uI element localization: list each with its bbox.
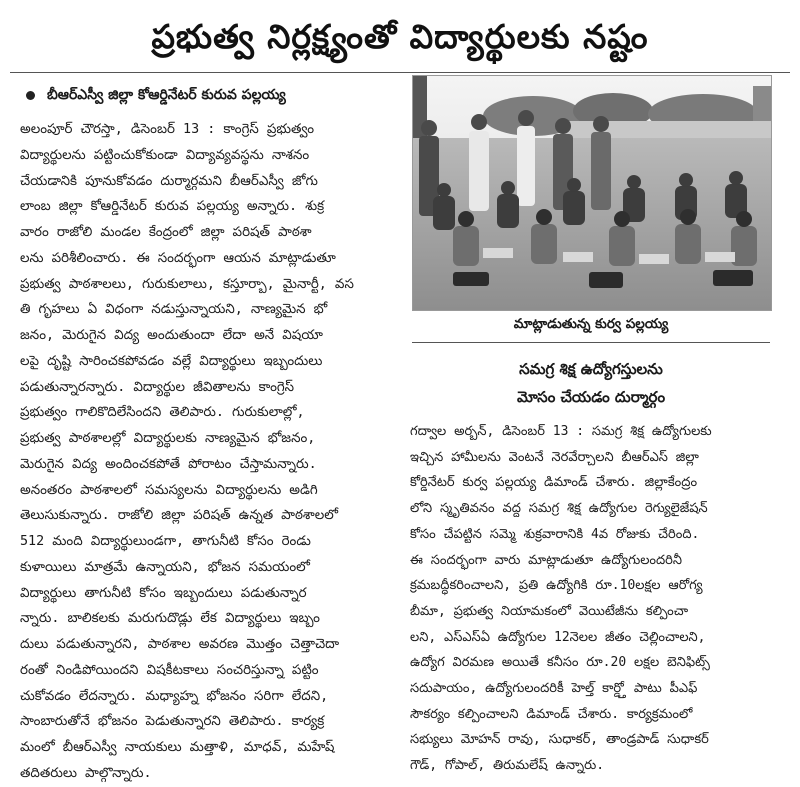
left-article-line: సాంబారుతోనే భోజనం పెడుతున్నారని తెలిపారు. కార్యక్ర xyxy=(20,714,325,730)
right-article-line: ఉద్యోగ విరమణ అయితే కనీసం రూ.20 లక్షల బెనిఫిట్స్ xyxy=(410,655,710,671)
right-article-heading-line1: సమగ్ర శిక్ష ఉద్యోగస్తులను xyxy=(519,360,663,378)
left-article-line: న్నారు. బాలికలకు మరుగుదొడ్లు లేక విద్యార్థులు ఇబ్బం xyxy=(20,611,320,627)
left-article-line: పడుతున్నారన్నారు. విద్యార్థుల జీవితాలను కాంగ్రెస్ xyxy=(20,379,295,395)
left-article-body xyxy=(20,117,402,787)
bullet-icon xyxy=(26,91,35,100)
headline: ప్రభుత్వ నిర్లక్ష్యంతో విద్యార్థులకు నష్టం xyxy=(151,17,649,56)
left-article-line: లాంబ జిల్లా కోఆర్డినేటర్ కురువ పల్లయ్య అన్నారు. శుక్ర xyxy=(20,199,325,215)
right-article-line: కోసం చేపట్టిన సమ్మె శుక్రవారానికి 4వ రోజుకు చేరింది. xyxy=(410,526,700,542)
photo-image xyxy=(413,76,771,310)
right-article-line: సౌకర్యం కల్పించాలని డిమాండ్ చేశారు. కార్యక్రమంలో xyxy=(410,706,693,722)
right-article-line: గద్వాల అర్బన్, డిసెంబర్ 13 : సమగ్ర శిక్ష ఉద్యోగులకు xyxy=(410,424,712,439)
right-article-line: సదుపాయం, ఉద్యోగులందరికీ హెల్త్ కార్డ్తో పాటు పీఎఫ్ xyxy=(410,681,698,697)
left-article-line: తి గృహలు ఏ విధంగా నడుస్తున్నాయని, నాణ్యమైన భో xyxy=(20,302,328,318)
left-article-line: మెరుగైన విద్య అందించకపోతే పోరాటం చేస్తామన్నారు. xyxy=(20,456,317,472)
left-article-line: విద్యార్థులను పట్టించుకోకుండా విద్యావ్యవస్థను నాశనం xyxy=(20,147,310,163)
right-article-line: లోని స్మృతివనం వద్ద సమగ్ర శిక్ష ఉద్యోగుల రెగ్యులైజేషన్ xyxy=(410,501,708,517)
left-article-line: మంలో బీఆర్ఎస్వీ నాయకులు మత్తాళి, మాధవ్, మహేష్ xyxy=(20,740,335,755)
left-article-line: అలంపూర్ చౌరస్తా, డిసెంబర్ 13 : కాంగ్రెస్ ప్రభుత్వం xyxy=(20,122,315,137)
left-article-line: చేయడానికి పూనుకోవడం దుర్మార్గమని బీఆర్ఎస్వీ జోగు xyxy=(20,173,318,189)
right-article-line: క్రమబద్ధీకరించాలని, ప్రతి ఉద్యోగికి రూ.10లక్షల ఆరోగ్య xyxy=(410,578,703,594)
right-article-line: సభ్యులు మోహన్ రావు, సుధాకర్, తాండ్రపాడ్ సుధాకర్ xyxy=(410,732,709,748)
right-article-line: గౌడ్, గోపాల్, తిరుమలేష్ ఉన్నారు. xyxy=(410,758,605,774)
left-article-line: ప్రభుత్వం గాలికొదిలేసిందని తెలిపారు. గురుకులాల్లో, xyxy=(20,405,305,421)
right-article-line: లని, ఎస్ఎస్ఏ ఉద్యోగుల 12నెలల జీతం చెల్లించాలని, xyxy=(410,629,706,645)
right-article-line: కోర్డినేటర్ కుర్వ పల్లయ్య డిమాండ్ చేశారు. జిల్లాకేంద్రం xyxy=(410,475,698,491)
left-article-line: లను పరిశీలించారు. ఈ సందర్భంగా ఆయన మాట్లాడుతూ xyxy=(20,250,336,266)
left-article-line: ప్రభుత్వ పాఠశాలల్లో విద్యార్థులకు నాణ్యమైన భోజనం, xyxy=(20,431,316,446)
left-article-line: దులు పడుతున్నారని, పాఠశాల అవరణ మొత్తం చెత్తాచెదా xyxy=(20,637,340,652)
byline-text: బీఆర్ఎస్వీ జిల్లా కోఆర్డినేటర్ కురువ పల్లయ్య xyxy=(47,87,286,103)
headline-rule xyxy=(10,72,790,73)
byline xyxy=(26,84,396,106)
left-article-line: చుకోవడం లేదన్నారు. మధ్యాహ్న భోజనం సరిగా లేదని, xyxy=(20,688,329,704)
left-article-line: జనం, మెరుగైన విద్య అందుతుందా లేదా అనే విషయా xyxy=(20,328,323,343)
left-article-line: 512 మంది విద్యార్థులుండగా, తాగునీటి కోసం రెండు xyxy=(20,534,311,549)
left-article-line: వారం రాజోలి మండల కేంద్రంలో జిల్లా పరిషత్ పాఠశా xyxy=(20,225,312,240)
right-article-body xyxy=(410,419,782,779)
left-article-line: రంతో నిండిపోయిందని విషకీటకాలు సంచరిస్తున్నా పట్టిం xyxy=(20,662,319,678)
left-article-line: కుళాయిలు మాత్రమే ఉన్నాయని, భోజన సమయంలో xyxy=(20,559,310,575)
left-article-line: తదితరులు పాల్గొన్నారు. xyxy=(20,765,152,781)
photo-caption: మాట్లాడుతున్న కుర్వ పల్లయ్య xyxy=(513,316,669,332)
left-article-line: లపై దృష్టి సారించకపోవడం వల్లే విద్యార్థులు ఇబ్బందులు xyxy=(20,353,323,369)
right-article-line: ఇచ్చిన హామీలను వెంటనే నెరవేర్చాలని బీఆర్ఎస్ జిల్లా xyxy=(410,449,699,465)
left-article-line: అనంతరం పాఠశాలలో సమస్యలను విద్యార్థులను అడిగి xyxy=(20,482,318,498)
caption-rule xyxy=(412,342,770,343)
article-photo xyxy=(412,75,772,311)
left-article-line: విద్యార్థులు తాగునీటి కోసం ఇబ్బందులు పడుతున్నార xyxy=(20,585,307,601)
left-article-line: ప్రభుత్వ పాఠశాలలు, గురుకులాలు, కస్తూర్బా, మైనార్టీ, వస xyxy=(20,276,354,292)
right-article-line: బీమా, ప్రభుత్వ నియామకంలో వెయిటేజీను కల్పించా xyxy=(410,603,689,619)
right-article-heading-line2: మోసం చేయడం దుర్మార్గం xyxy=(516,388,666,406)
left-article-line: తెలుసుకున్నారు. రాజోలి జిల్లా పరిషత్ ఉన్నత పాఠశాలలో xyxy=(20,508,339,524)
right-article-line: ఈ సందర్భంగా వారు మాట్లాడుతూ ఉద్యోగులందరినీ xyxy=(410,552,683,568)
